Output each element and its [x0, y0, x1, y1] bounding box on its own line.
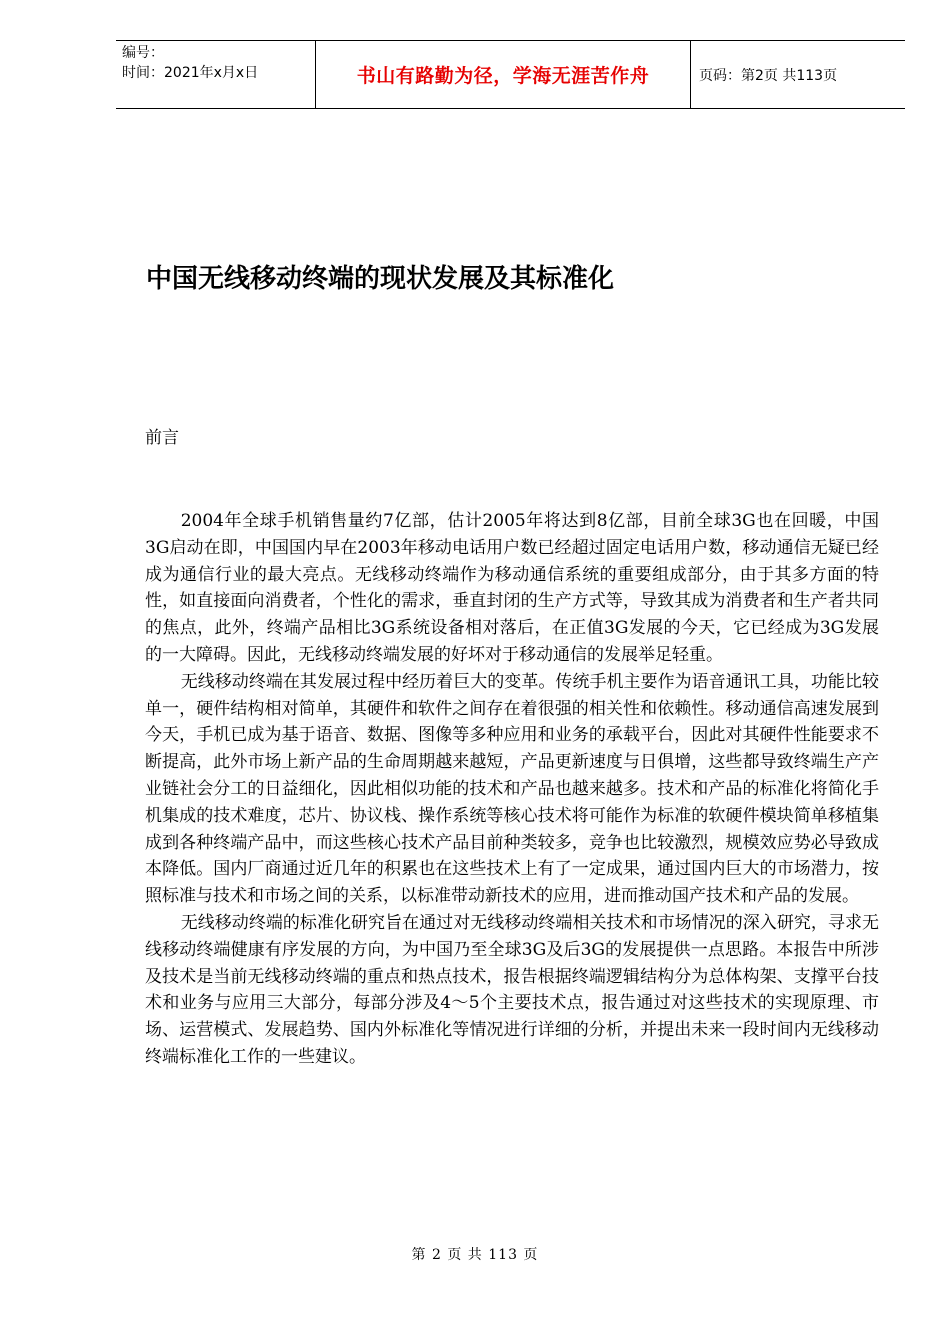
document-date-label: 时间：2021年x月x日: [122, 65, 259, 81]
document-body: [145, 508, 879, 1071]
paragraph: 无线移动终端的标准化研究旨在通过对无线移动终端相关技术和市场情况的深入研究，寻求无线移动终端健康有序发展的方向，为中国乃至全球3G及后3G的发展提供一点思路。本报告中所涉及技术是当前无线移动终端的重点和热点技术，报告根据终端逻辑结构分为总体构架、支撑平台技术和业务与应用三大部分，每部分涉及4～5个主要技术点，报告通过对这些技术的实现原理、市场、运营模式、发展趋势、国内外标准化等情况进行详细的分析，并提出未来一段时间内无线移动终端标准化工作的一些建议。: [145, 912, 879, 1067]
paragraph: 2004年全球手机销售量约7亿部，估计2005年将达到8亿部，目前全球3G也在回暖，中国3G启动在即，中国国内早在2003年移动电话用户数已经超过固定电话用户数，移动通信无疑已经成为通信行业的最大亮点。无线移动终端作为移动通信系统的重要组成部分，由于其多方面的特性，如直接面向消费者，个性化的需求，垂直封闭的生产方式等，导致其成为消费者和生产者共同的焦点，此外，终端产品相比3G系统设备相对落后，在正值3G发展的今天，它已经成为3G发展的一大障碍。因此，无线移动终端发展的好坏对于移动通信的发展举足轻重。: [145, 511, 879, 665]
paragraph: 无线移动终端在其发展过程中经历着巨大的变革。传统手机主要作为语音通讯工具，功能比较单一，硬件结构相对简单，其硬件和软件之间存在着很强的相关性和依赖性。移动通信高速发展到今天，手机已成为基于语音、数据、图像等多种应用和业务的承载平台，因此对其硬件性能要求不断提高，此外市场上新产品的生命周期越来越短，产品更新速度与日俱增，这些都导致终端生产产业链社会分工的日益细化，因此相似功能的技术和产品也越来越多。技术和产品的标准化将简化手机集成的技术难度，芯片、协议栈、操作系统等核心技术将可能作为标准的软硬件模块简单移植集成到各种终端产品中，而这些核心技术产品目前种类较多，竞争也比较激烈，规模效应势必导致成本降低。国内厂商通过近几年的积累也在这些技术上有了一定成果，通过国内巨大的市场潜力，按照标准与技术和市场之间的关系，以标准带动新技术的应用，进而推动国产技术和产品的发展。: [145, 671, 879, 907]
header-meta: [116, 41, 316, 108]
page-footer: 第 2 页 共 113 页: [411, 1247, 539, 1263]
preface-heading: 前言: [145, 428, 179, 448]
header-motto: 书山有路勤为径，学海无涯苦作舟: [316, 41, 691, 108]
document-number-label: 编号：: [122, 45, 164, 61]
header-page-number: 页码：第2页 共113页: [699, 67, 838, 84]
document-title: 中国无线移动终端的现状发展及其标准化: [146, 264, 615, 294]
page-header: [116, 40, 905, 109]
